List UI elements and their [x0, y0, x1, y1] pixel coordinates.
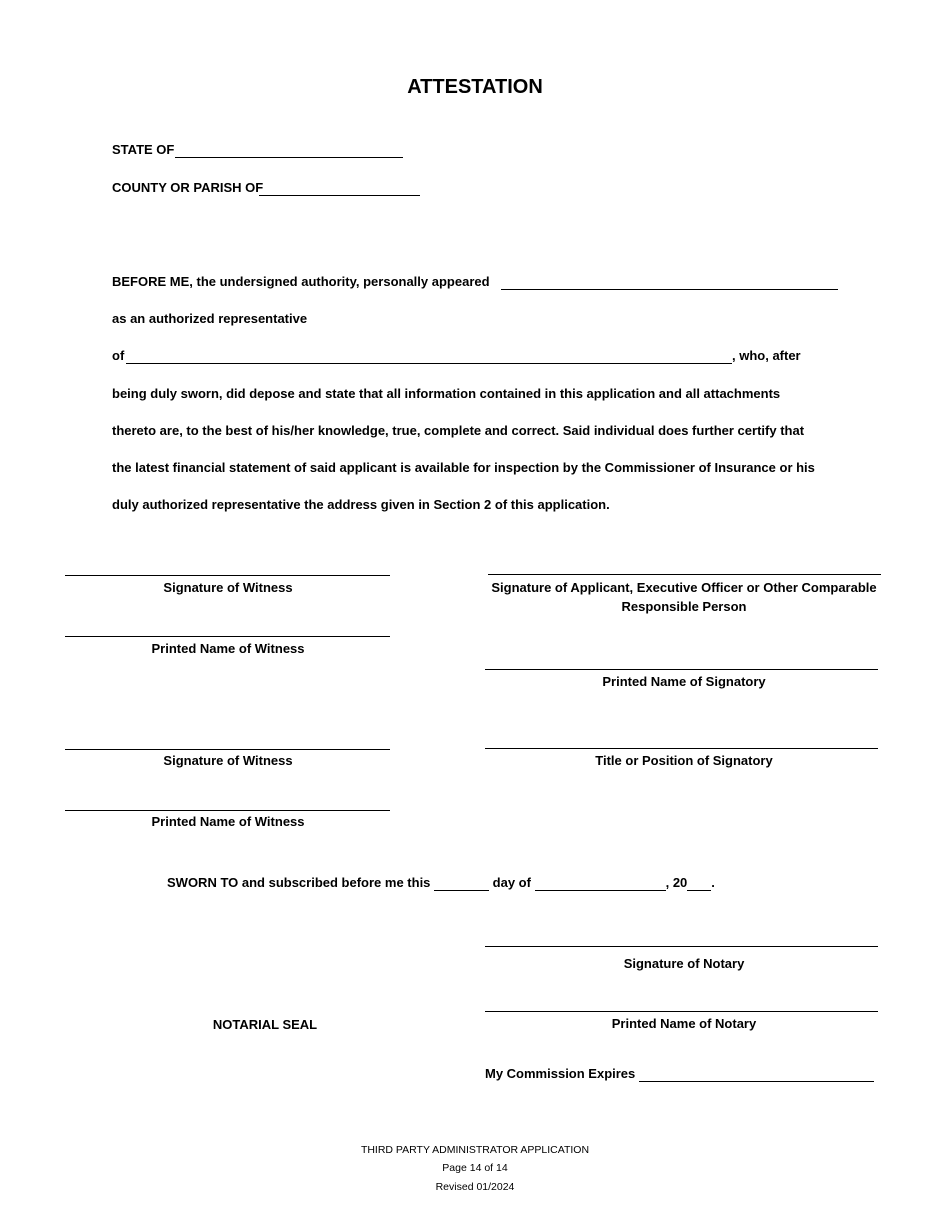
notary-signature-label: Signature of Notary	[623, 956, 745, 971]
sworn-day-field[interactable]	[434, 875, 489, 891]
organization-field[interactable]	[126, 363, 732, 364]
sworn-text-1: SWORN TO and subscribed before me this	[167, 875, 431, 890]
witness-1-signature-line[interactable]	[65, 575, 390, 576]
signatory-title-label: Title or Position of Signatory	[595, 753, 773, 768]
signatory-printed-line[interactable]	[485, 669, 878, 670]
footer-page-number: Page 14 of 14	[442, 1162, 508, 1174]
sworn-month-field[interactable]	[535, 875, 666, 891]
para-line-3-start: of	[112, 348, 125, 363]
appeared-name-field[interactable]	[501, 289, 838, 290]
applicant-signature-label-2: Responsible Person	[621, 599, 747, 614]
signatory-title-line[interactable]	[485, 748, 878, 749]
witness-2-printed-line[interactable]	[65, 810, 390, 811]
state-label: STATE OF	[112, 142, 175, 157]
sworn-text-4: .	[711, 875, 715, 890]
para-line-1: BEFORE ME, the undersigned authority, personally appeared	[112, 274, 490, 289]
para-line-2: as an authorized representative	[112, 311, 308, 326]
witness-2-signature-line[interactable]	[65, 749, 390, 750]
sworn-statement	[167, 875, 715, 891]
applicant-signature-label-1: Signature of Applicant, Executive Officer or Other Comparable	[491, 580, 877, 595]
para-line-6: the latest financial statement of said applicant is available for inspection by the Commissioner of Insurance or his	[112, 460, 815, 475]
witness-2-printed-label: Printed Name of Witness	[151, 814, 305, 829]
notarial-seal-label: NOTARIAL SEAL	[212, 1017, 318, 1032]
sworn-text-2: day of	[492, 875, 531, 890]
commission-expires-label: My Commission Expires	[485, 1066, 636, 1081]
para-line-5: thereto are, to the best of his/her knowledge, true, complete and correct. Said individual does further certify that	[112, 423, 805, 438]
sworn-text-3: , 20	[665, 875, 688, 890]
witness-1-printed-line[interactable]	[65, 636, 390, 637]
page-title: ATTESTATION	[407, 76, 543, 98]
witness-1-signature-label: Signature of Witness	[163, 580, 293, 595]
para-line-3-end: , who, after	[732, 348, 801, 363]
para-line-4: being duly sworn, did depose and state that all information contained in this application and all attachments	[112, 386, 781, 401]
footer-form-name: THIRD PARTY ADMINISTRATOR APPLICATION	[360, 1144, 590, 1156]
applicant-signature-line[interactable]	[488, 574, 881, 575]
para-line-7: duly authorized representative the address given in Section 2 of this application.	[112, 497, 610, 512]
notary-printed-label: Printed Name of Notary	[611, 1016, 757, 1031]
commission-expires-field[interactable]	[639, 1066, 874, 1082]
sworn-year-field[interactable]	[687, 875, 711, 891]
state-field[interactable]	[175, 157, 403, 158]
signatory-printed-label: Printed Name of Signatory	[602, 674, 766, 689]
notary-printed-line[interactable]	[485, 1011, 878, 1012]
county-label: COUNTY OR PARISH OF	[112, 180, 264, 195]
notary-signature-line[interactable]	[485, 946, 878, 947]
county-field[interactable]	[259, 195, 420, 196]
witness-1-printed-label: Printed Name of Witness	[151, 641, 305, 656]
witness-2-signature-label: Signature of Witness	[163, 753, 293, 768]
commission-expires	[485, 1066, 874, 1082]
footer-revision: Revised 01/2024	[435, 1181, 515, 1193]
